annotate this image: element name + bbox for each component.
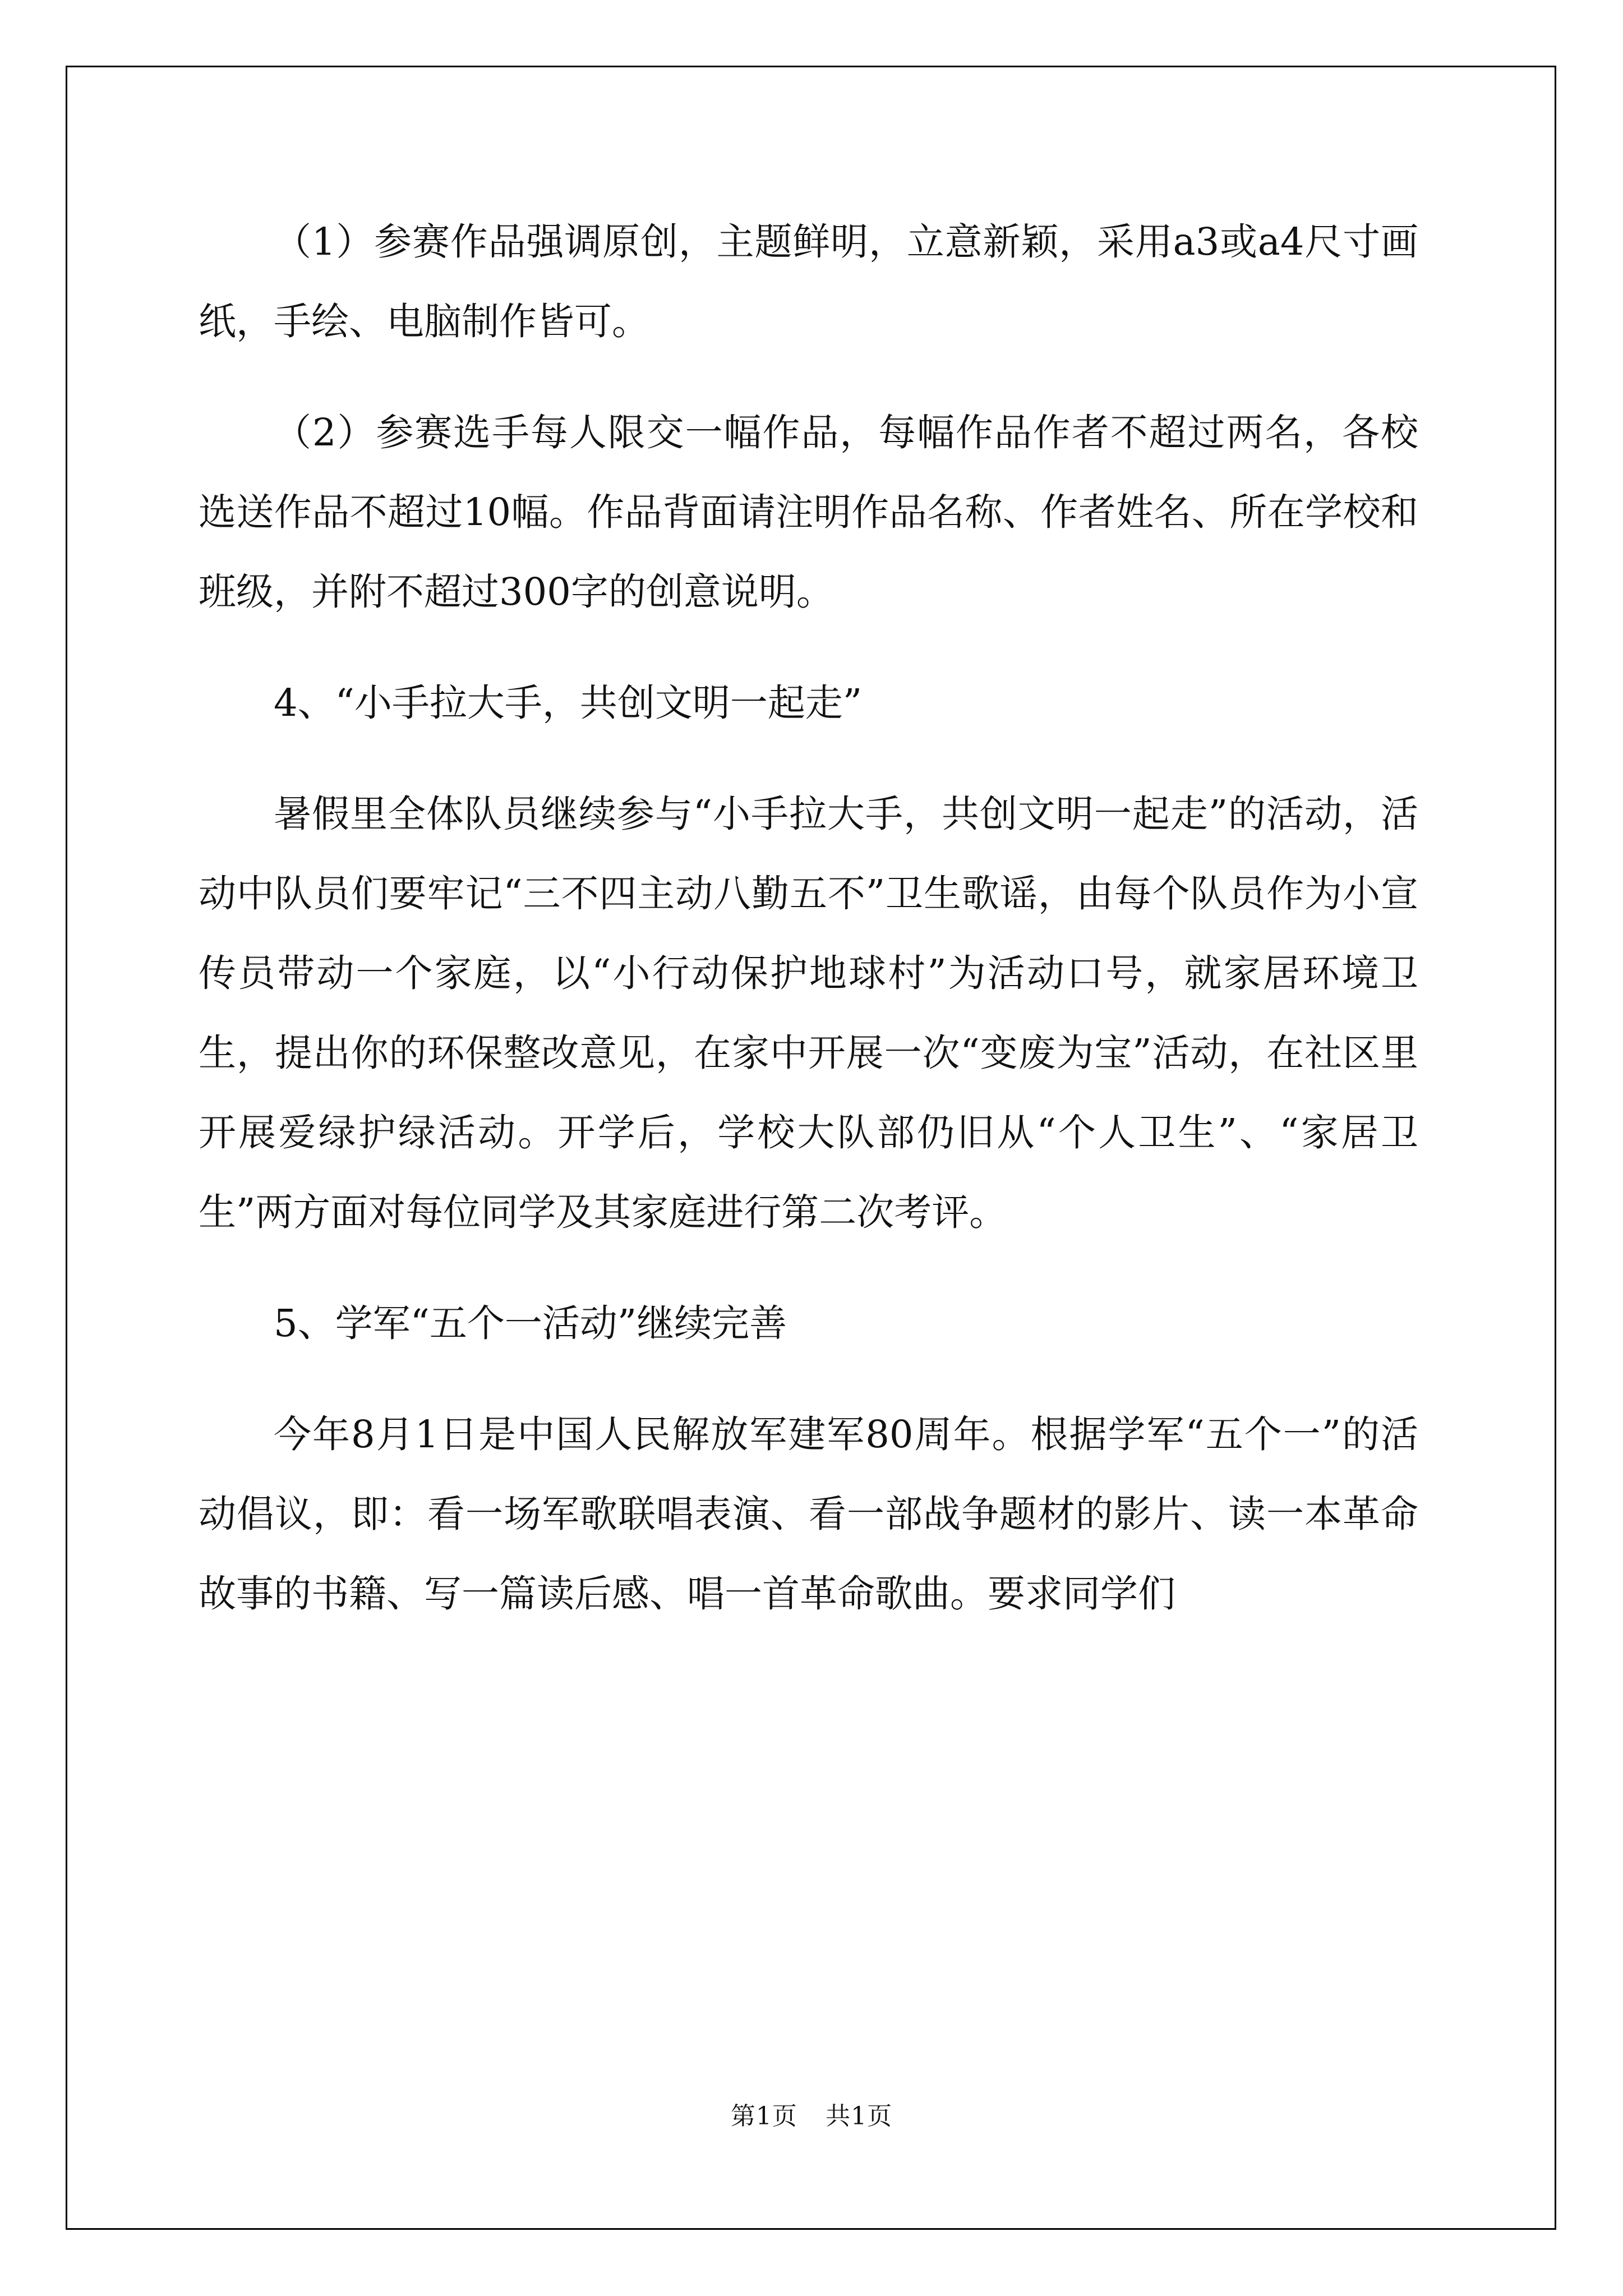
page-total: 共1页 — [826, 2102, 893, 2131]
paragraph-requirement-1: （1）参赛作品强调原创，主题鲜明，立意新颖，采用a3或a4尺寸画纸，手绘、电脑制作皆可。 — [199, 220, 1418, 343]
section-heading-4: 4、“小手拉大手，共创文明一起走” — [274, 681, 863, 725]
page-footer — [0, 2096, 1623, 2132]
paragraph-section-4-body: 暑假里全体队员继续参与“小手拉大手，共创文明一起走”的活动，活动中队员们要牢记“三不四主动八勤五不”卫生歌谣，由每个队员作为小宣传员带动一个家庭，以“小行动保护地球村”为活动口号，就家居环境卫生，提出你的环保整改意见，在家中开展一次“变废为宝”活动，在社区里开展爱绿护绿活动。开学后，学校大队部仍旧从“个人卫生”、“家居卫生”两方面对每位同学及其家庭进行第二次考评。 — [199, 792, 1418, 1234]
document-body — [199, 202, 1418, 1665]
paragraph-section-5-body: 今年8月1日是中国人民解放军建军80周年。根据学军“五个一”的活动倡议，即：看一场军歌联唱表演、看一部战争题材的影片、读一本革命故事的书籍、写一篇读后感、唱一首革命歌曲。要求同学们 — [199, 1412, 1418, 1616]
paragraph-requirement-2: （2）参赛选手每人限交一幅作品，每幅作品作者不超过两名，各校选送作品不超过10幅。作品背面请注明作品名称、作者姓名、所在学校和班级，并附不超过300字的创意说明。 — [199, 411, 1418, 614]
page-number: 第1页 — [730, 2102, 797, 2131]
section-heading-5: 5、学军“五个一活动”继续完善 — [274, 1301, 787, 1345]
